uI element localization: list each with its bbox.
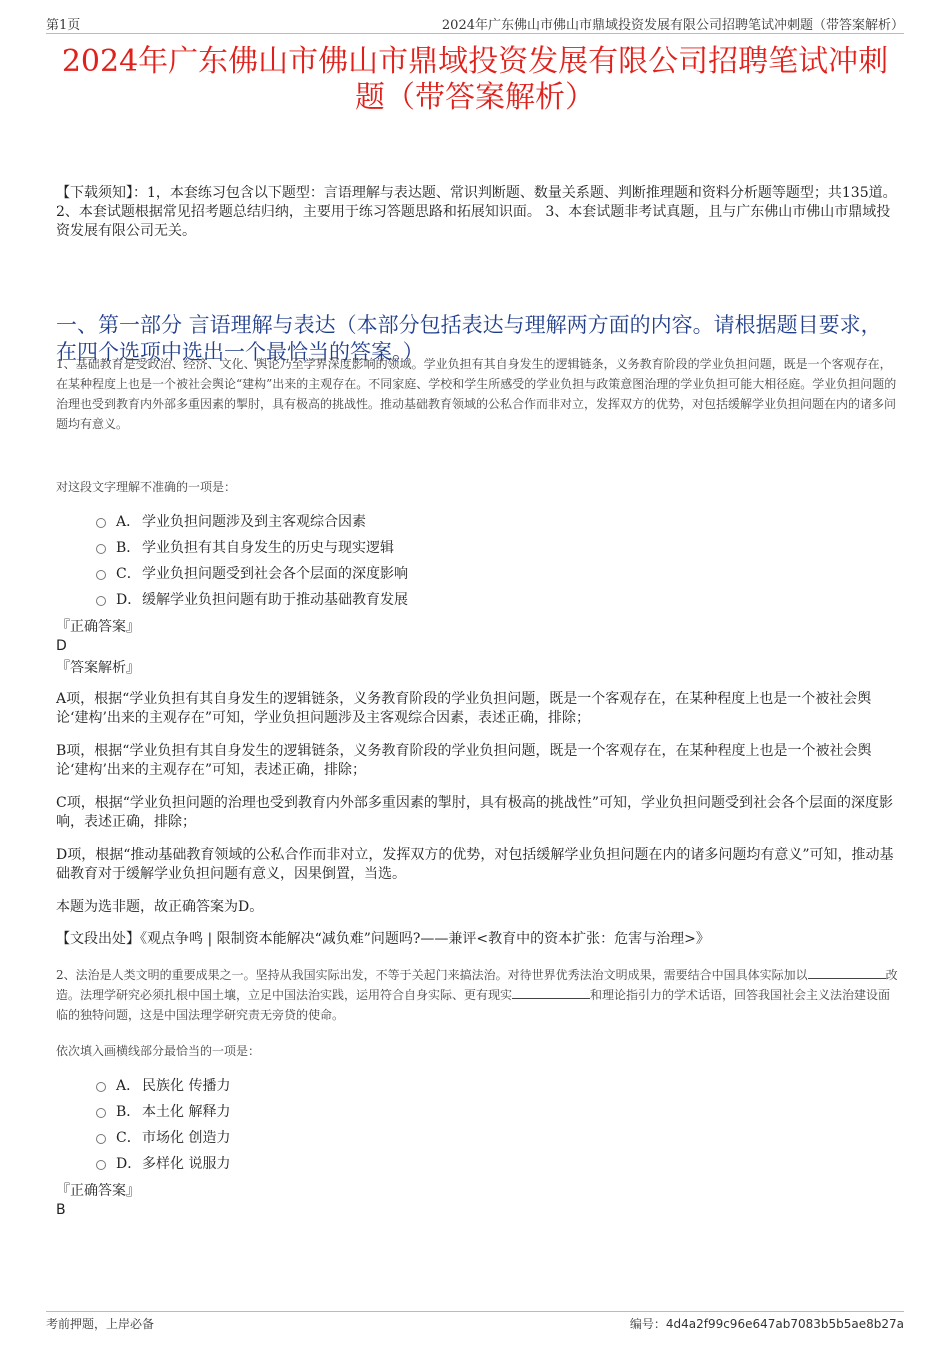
page-number: 第1页	[46, 18, 81, 33]
radio-icon[interactable]	[96, 1108, 106, 1118]
question-2-stem	[56, 965, 900, 1025]
analysis-d: D项，根据“推动基础教育领域的公私合作而非对立，发挥双方的优势，对包括缓解学业负担问题在内的诸多问题均有意义”可知，推动基础教育对于缓解学业负担问题有意义，因果倒置，当选。	[56, 847, 894, 882]
question-1-stem: 1、基础教育是受政治、经济、文化、舆论乃至学界深度影响的领域。学业负担有其自身发生的逻辑链条，义务教育阶段的学业负担问题，既是一个客观存在，在某种程度上也是一个被社会舆论“建构”出来的主观存在。不同家庭、学校和学生所感受的学业负担与政策意图治理的学业负担可能大相径庭。学业负担问题的治理也受到教育内外部多重因素的掣肘，具有极高的挑战性。推动基础教育领域的公私合作而非对立，发挥双方的优势，对包括缓解学业负担问题在内的诸多问题均有意义。	[56, 357, 897, 431]
analysis-c: C项，根据“学业负担问题的治理也受到教育内外部多重因素的掣肘，具有极高的挑战性”可知，学业负担问题受到社会各个层面的深度影响，表述正确，排除；	[56, 795, 894, 830]
option-text: 民族化 传播力	[142, 1078, 231, 1094]
document-title	[46, 44, 904, 116]
radio-icon[interactable]	[96, 544, 106, 554]
source-citation: 【文段出处】《观点争鸣 | 限制资本能解决“减负难”问题吗?——兼评<教育中的资本扩张：危害与治理>》	[56, 931, 710, 947]
radio-icon[interactable]	[96, 1160, 106, 1170]
header-divider	[46, 33, 904, 34]
download-notice: 【下载须知】：1，本套练习包含以下题型：言语理解与表达题、常识判断题、数量关系题、判断推理题和资料分析题等题型；共135道。 2、本套试题根据常见招考题总结归纳，主要用于练习答题思路和拓展知识面。 3、本套试题非考试真题，且与广东佛山市佛山市鼎域投资发展有限公司无关。	[56, 185, 897, 239]
code-label: 编号：	[629, 1317, 666, 1331]
option-text: 学业负担有其自身发生的历史与现实逻辑	[142, 540, 394, 556]
option-a[interactable]	[96, 508, 408, 534]
option-key: A．	[116, 1078, 141, 1094]
option-key: D．	[116, 592, 142, 608]
question-2-options	[96, 1072, 230, 1176]
section-heading: 一、第一部分 言语理解与表达（本部分包括表达与理解两方面的内容。请根据题目要求，在四个选项中选出一个最恰当的答案。）	[56, 313, 882, 364]
question-1-options	[96, 508, 408, 612]
stem-part-2: 改造。法理学研究必须扎根中国土壤，立足中国法治实践，运用符合自身实际、更有现实	[56, 968, 898, 1002]
option-text: 学业负担问题受到社会各个层面的深度影响	[142, 566, 408, 582]
option-d[interactable]	[96, 586, 408, 612]
question-2-answer	[56, 1182, 140, 1220]
option-text: 缓解学业负担问题有助于推动基础教育发展	[142, 592, 408, 608]
footer-code	[630, 1315, 904, 1332]
analysis-b: B项，根据“学业负担有其自身发生的逻辑链条，义务教育阶段的学业负担问题，既是一个客观存在，在某种程度上也是一个被社会舆论‘建构’出来的主观存在”可知，表述正确，排除；	[56, 743, 872, 778]
stem-part-1: 2、法治是人类文明的重要成果之一。坚持从我国实际出发，不等于关起门来搞法治。对待世界优秀法治文明成果，需要结合中国具体实际加以	[56, 968, 808, 982]
answer-label: 『正确答案』	[56, 1183, 140, 1199]
option-key: C．	[116, 566, 141, 582]
radio-icon[interactable]	[96, 1134, 106, 1144]
option-d[interactable]	[96, 1150, 230, 1176]
stem-part-3: 和理论指引力的学术话语，回答我国社会主义法治建设面临的独特问题，这是中国法理学研究责无旁贷的使命。	[56, 988, 891, 1022]
page-footer	[46, 1315, 904, 1333]
analysis-label: 『答案解析』	[56, 660, 140, 676]
option-key: D．	[116, 1156, 142, 1172]
radio-icon[interactable]	[96, 596, 106, 606]
analysis-conclusion: 本题为选非题，故正确答案为D。	[56, 899, 264, 915]
question-1-answer	[56, 618, 140, 678]
option-text: 市场化 创造力	[142, 1130, 231, 1146]
question-2-prompt: 依次填入画横线部分最恰当的一项是：	[56, 1044, 261, 1058]
option-text: 本土化 解释力	[142, 1104, 231, 1120]
header-doc-title: 2024年广东佛山市佛山市鼎域投资发展有限公司招聘笔试冲刺题（带答案解析）	[441, 18, 904, 33]
option-a[interactable]	[96, 1072, 230, 1098]
option-text: 学业负担问题涉及到主客观综合因素	[142, 514, 366, 530]
option-c[interactable]	[96, 560, 408, 586]
option-key: C．	[116, 1130, 141, 1146]
analysis-a: A项，根据“学业负担有其自身发生的逻辑链条，义务教育阶段的学业负担问题，既是一个客观存在，在某种程度上也是一个被社会舆论‘建构’出来的主观存在”可知，学业负担问题涉及主客观综合因素，表述正确，排除；	[56, 691, 872, 726]
footer-divider	[46, 1311, 904, 1312]
option-b[interactable]	[96, 534, 408, 560]
option-key: A．	[116, 514, 141, 530]
answer-value: B	[56, 1202, 66, 1218]
title-line-2: 题（带答案解析）	[355, 80, 595, 115]
fill-blank-2[interactable]	[512, 986, 590, 999]
title-line-1: 2024年广东佛山市佛山市鼎域投资发展有限公司招聘笔试冲刺	[61, 44, 889, 79]
radio-icon[interactable]	[96, 518, 106, 528]
page-header	[46, 14, 904, 34]
radio-icon[interactable]	[96, 1082, 106, 1092]
code-value: 4d4a2f99c96e647ab7083b5b5ae8b27a	[665, 1317, 904, 1331]
option-text: 多样化 说服力	[142, 1156, 231, 1172]
option-key: B．	[116, 540, 141, 556]
answer-label: 『正确答案』	[56, 619, 140, 635]
option-b[interactable]	[96, 1098, 230, 1124]
footer-slogan: 考前押题，上岸必备	[46, 1317, 155, 1331]
radio-icon[interactable]	[96, 570, 106, 580]
fill-blank-1[interactable]	[808, 966, 886, 979]
question-1-prompt: 对这段文字理解不准确的一项是：	[56, 480, 237, 494]
answer-value: D	[56, 638, 67, 654]
option-c[interactable]	[96, 1124, 230, 1150]
option-key: B．	[116, 1104, 141, 1120]
